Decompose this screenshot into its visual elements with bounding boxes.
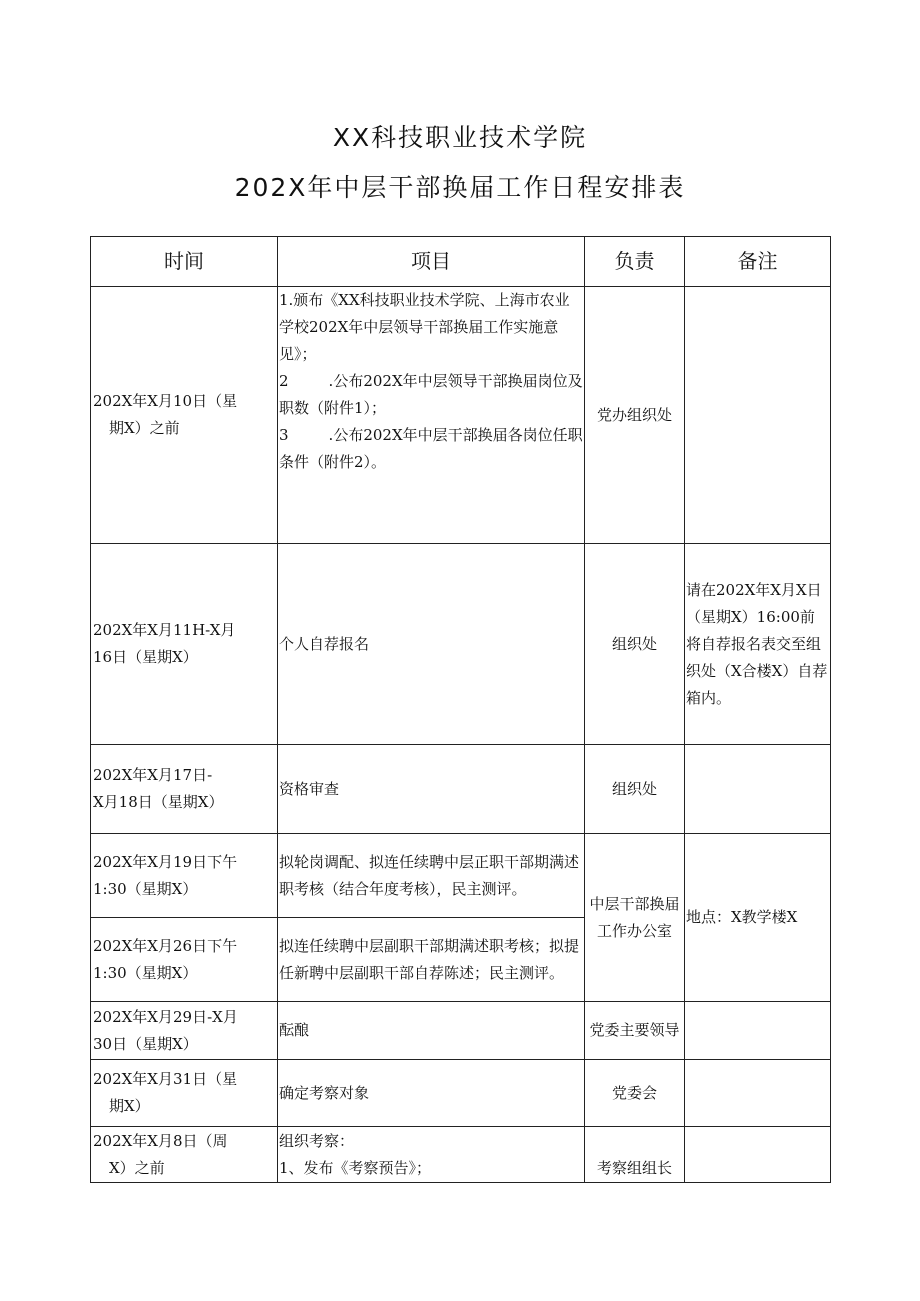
header-time: 时间 (91, 237, 278, 287)
note-cell: 地点：X教学楼X (685, 834, 831, 1002)
item-line (279, 368, 583, 422)
time-cell (91, 1060, 278, 1127)
item-text: .公布202X年中层干部换届各岗位任职条件（附件2）。 (279, 426, 583, 471)
table-row (91, 1002, 831, 1060)
table-row (91, 745, 831, 834)
time-line: 202X年X月26日下午 (93, 936, 238, 955)
item-line: 1、发布《考察预告》； (279, 1158, 432, 1177)
owner-cell: 中层干部换届工作办公室 (585, 834, 685, 1002)
header-note: 备注 (685, 237, 831, 287)
note-cell: 请在202X年X月X日（星期X）16:00前将自荐报名表交至组织处（X合楼X）自荐箱内。 (685, 544, 831, 745)
owner-cell: 党委主要领导 (585, 1002, 685, 1060)
item-line: 组织考察： (279, 1131, 355, 1150)
time-cell (91, 918, 278, 1002)
time-cell (91, 834, 278, 918)
table-row (91, 1060, 831, 1127)
note-cell (685, 745, 831, 834)
time-line: X）之前 (109, 1158, 165, 1177)
time-line: 202X年X月31日（星 (93, 1070, 238, 1088)
time-line: 1:30（星期X） (93, 963, 198, 982)
item-cell: 个人自荐报名 (278, 544, 585, 745)
time-line: 16日（星期X） (93, 648, 198, 666)
item-line (279, 422, 583, 476)
time-line: 202X年X月10日（星 (93, 392, 238, 410)
time-cell (91, 1127, 278, 1183)
time-line: 202X年X月29日-X月 (93, 1007, 238, 1026)
time-line: 期X） (109, 1097, 150, 1115)
item-number: 2 (279, 372, 289, 390)
owner-cell: 党委会 (585, 1060, 685, 1127)
table-row (91, 544, 831, 745)
time-cell (91, 1002, 278, 1060)
time-line: 202X年X月11H-X月 (93, 621, 236, 639)
note-cell (685, 1002, 831, 1060)
document-title-line1: XX科技职业技术学院 (332, 123, 588, 152)
item-cell (278, 287, 585, 544)
note-cell (685, 287, 831, 544)
document-title-line2: 202X年中层干部换届工作日程安排表 (234, 173, 686, 202)
header-item: 项目 (278, 237, 585, 287)
note-cell (685, 1127, 831, 1183)
time-line: 期X）之前 (109, 419, 180, 437)
table-header-row (91, 237, 831, 287)
time-line: 30日（星期X） (93, 1034, 198, 1053)
item-number: 3 (279, 426, 289, 444)
time-line: X月18日（星期X） (93, 793, 224, 811)
time-line: 202X年X月8日（周 (93, 1131, 228, 1150)
item-cell: 资格审查 (278, 745, 585, 834)
owner-cell: 组织处 (585, 544, 685, 745)
item-cell: 确定考察对象 (278, 1060, 585, 1127)
owner-cell: 组织处 (585, 745, 685, 834)
item-cell: 酝酿 (278, 1002, 585, 1060)
item-cell: 拟轮岗调配、拟连任续聘中层正职干部期满述职考核（结合年度考核），民主测评。 (278, 834, 585, 918)
item-text: .公布202X年中层领导干部换届岗位及职数（附件1）； (279, 372, 583, 417)
table-row (91, 1127, 831, 1183)
time-line: 202X年X月17日- (93, 766, 213, 784)
schedule-table (90, 236, 831, 1183)
owner-cell: 党办组织处 (585, 287, 685, 544)
table-row (91, 287, 831, 544)
item-line: 1.颁布《XX科技职业技术学院、上海市农业学校202X年中层领导干部换届工作实施意见》； (279, 291, 570, 363)
time-cell (91, 544, 278, 745)
note-cell (685, 1060, 831, 1127)
owner-cell: 考察组组长 (585, 1127, 685, 1183)
time-cell (91, 287, 278, 544)
item-cell (278, 1127, 585, 1183)
item-cell: 拟连任续聘中层副职干部期满述职考核；拟提任新聘中层副职干部自荐陈述；民主测评。 (278, 918, 585, 1002)
table-row (91, 834, 831, 918)
time-cell (91, 745, 278, 834)
time-line: 1:30（星期X） (93, 879, 198, 898)
header-owner: 负责 (585, 237, 685, 287)
time-line: 202X年X月19日下午 (93, 852, 238, 871)
